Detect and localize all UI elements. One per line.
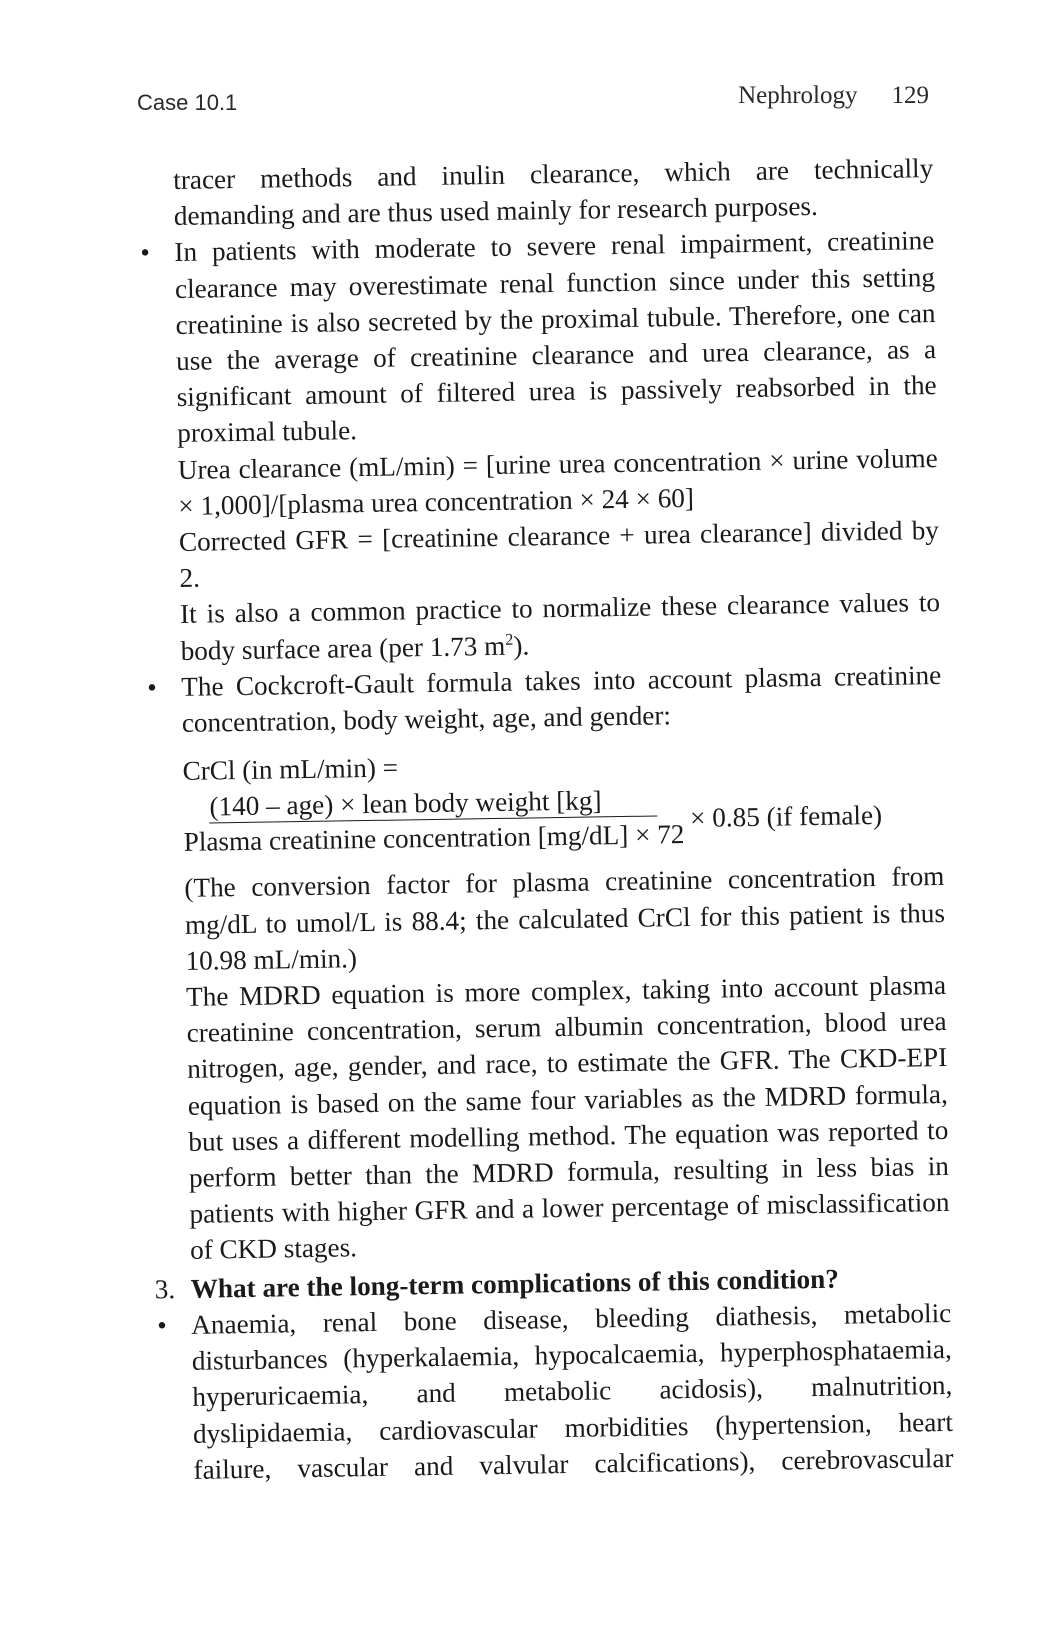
corrected-gfr: Corrected GFR = [creatinine clearance + urea clearance] divided by 2. (178, 515, 940, 594)
running-header (738, 82, 929, 110)
crcl-formula (182, 741, 944, 860)
normalize-paragraph (180, 584, 941, 668)
bullet-cockcroft-gault: • The Cockcroft-Gault formula takes into account plasma creatinine concentration, body weight, age, and gender: (181, 657, 942, 741)
normalize-superscript: 2 (504, 629, 514, 649)
normalize-end: ). (513, 630, 530, 661)
normalize-text: It is also a common practice to normalize these clearance values to body surface area (per 1.73 m (179, 587, 941, 666)
bullet-renal-impairment: • In patients with moderate to severe renal impairment, creatinine clearance may overestimate renal function since under this setting creatinine is also secreted by the proximal tubule. Therefore, one can use the average of creatinine clearance and urea clearance, as a significant amount of filtered urea is passively reabsorbed in the proximal tubule. (174, 222, 937, 451)
urea-clearance-formula: Urea clearance (mL/min) = [urine urea concentration × urine volume × 1,000]/[plasma urea concentration × 24 × 60] (177, 442, 938, 521)
section-title: Nephrology (738, 82, 858, 109)
crcl-female-factor: × 0.85 (if female) (689, 799, 883, 833)
conversion-note: (The conversion factor for plasma creatinine concentration from mg/dL to umol/L is 88.4; the calculated CrCl for this patient is thus 10.98 mL/min.) (184, 861, 946, 976)
crcl-fraction (183, 784, 685, 861)
question-number: 3. (154, 1273, 176, 1305)
crcl-label: CrCl (in mL/min) = (182, 752, 399, 787)
question-text: What are the long-term complications of this condition? (190, 1263, 840, 1304)
page-body (154, 150, 954, 1488)
crcl-fraction-row (183, 779, 944, 860)
crcl-denominator: Plasma creatinine concentration [mg/dL] × 72 (183, 819, 685, 858)
bullet-complications: • Anaemia, renal bone disease, bleeding diathesis, metabolic disturbances (hyperkalaemia, hypocalcaemia, hyperphosphataemia, hyperuricaemia, and metabolic acidosis), malnutrition, dyslipidaemia, cardiovascular morbidities (hypertension, heart failure, vascular and valvular calcifications), cerebrovascular (191, 1295, 954, 1488)
page-number: 129 (891, 82, 929, 109)
intro-continuation: tracer methods and inulin clearance, which are technically demanding and are thus used mainly for research purposes. (173, 153, 934, 232)
case-label: Case 10.1 (137, 90, 238, 115)
mdrd-paragraph: The MDRD equation is more complex, taking into account plasma creatinine concentration, serum albumin concentration, blood urea nitrogen, age, gender, and race, to estimate the GFR. The CKD-EPI equation is based on the same four variables as the MDRD formula, but uses a different modelling method. The equation was reported to perform better than the MDRD formula, resulting in less bias in patients with higher GFR and a lower percentage of misclassification of CKD stages. (185, 970, 950, 1266)
crcl-numerator: (140 – age) × lean body weight [kg] (209, 784, 658, 824)
